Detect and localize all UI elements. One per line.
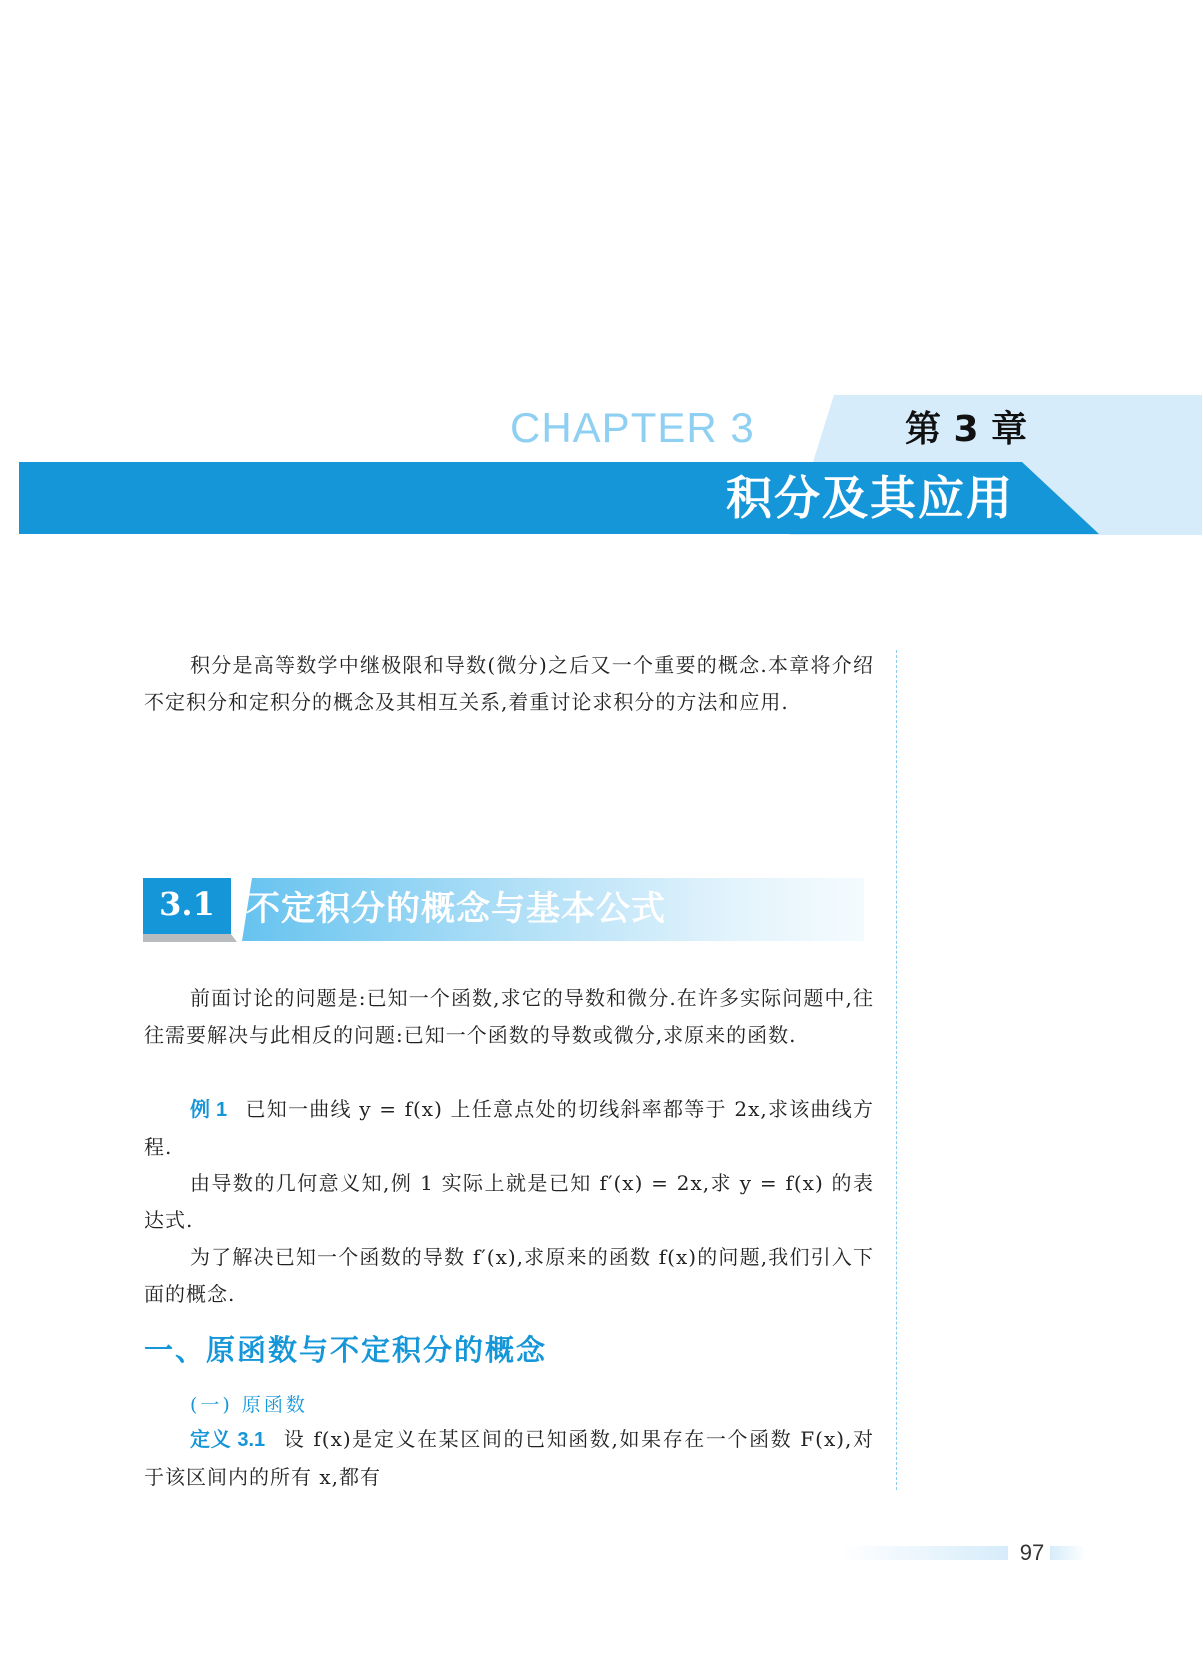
- chapter-label-en: CHAPTER 3: [510, 404, 755, 451]
- footer-bar-right: [1050, 1546, 1086, 1560]
- body-paragraph-3: 为了解决已知一个函数的导数 f′(x),求原来的函数 f(x)的问题,我们引入下面的概念.: [144, 1245, 874, 1306]
- subsection-heading: 一、原函数与不定积分的概念: [144, 1333, 548, 1367]
- body-paragraph-1: 前面讨论的问题是:已知一个函数,求它的导数和微分.在许多实际问题中,往往需要解决与此相反的问题:已知一个函数的导数或微分,求原来的函数.: [144, 986, 874, 1047]
- example-label: 例 1: [190, 1099, 228, 1121]
- page-number: 97: [1019, 1540, 1045, 1565]
- section-number-shadow: [143, 934, 237, 942]
- section-title: 不定积分的概念与基本公式: [246, 889, 666, 929]
- chapter-title: 积分及其应用: [726, 471, 1014, 525]
- body-paragraph-2: 由导数的几何意义知,例 1 实际上就是已知 f′(x) = 2x,求 y = f(x) 的表达式.: [144, 1171, 874, 1232]
- example-paragraph: [144, 1091, 874, 1166]
- margin-divider: [896, 650, 897, 1490]
- section-number: 3.1: [159, 885, 215, 923]
- definition-paragraph: [144, 1421, 874, 1496]
- definition-label: 定义 3.1: [190, 1429, 266, 1451]
- example-text: 已知一曲线 y = f(x) 上任意点处的切线斜率都等于 2x,求该曲线方程.: [144, 1097, 874, 1159]
- definition-text: 设 f(x)是定义在某区间的已知函数,如果存在一个函数 F(x),对于该区间内的所有 x,都有: [144, 1427, 875, 1489]
- intro-paragraph: 积分是高等数学中继极限和导数(微分)之后又一个重要的概念.本章将介绍不定积分和定积分的概念及其相互关系,着重讨论求积分的方法和应用.: [144, 653, 874, 714]
- footer-bar-left: [840, 1546, 1008, 1560]
- chapter-label-cn: 第 3 章: [905, 409, 1028, 450]
- subsubsection-heading: (一) 原函数: [190, 1394, 308, 1416]
